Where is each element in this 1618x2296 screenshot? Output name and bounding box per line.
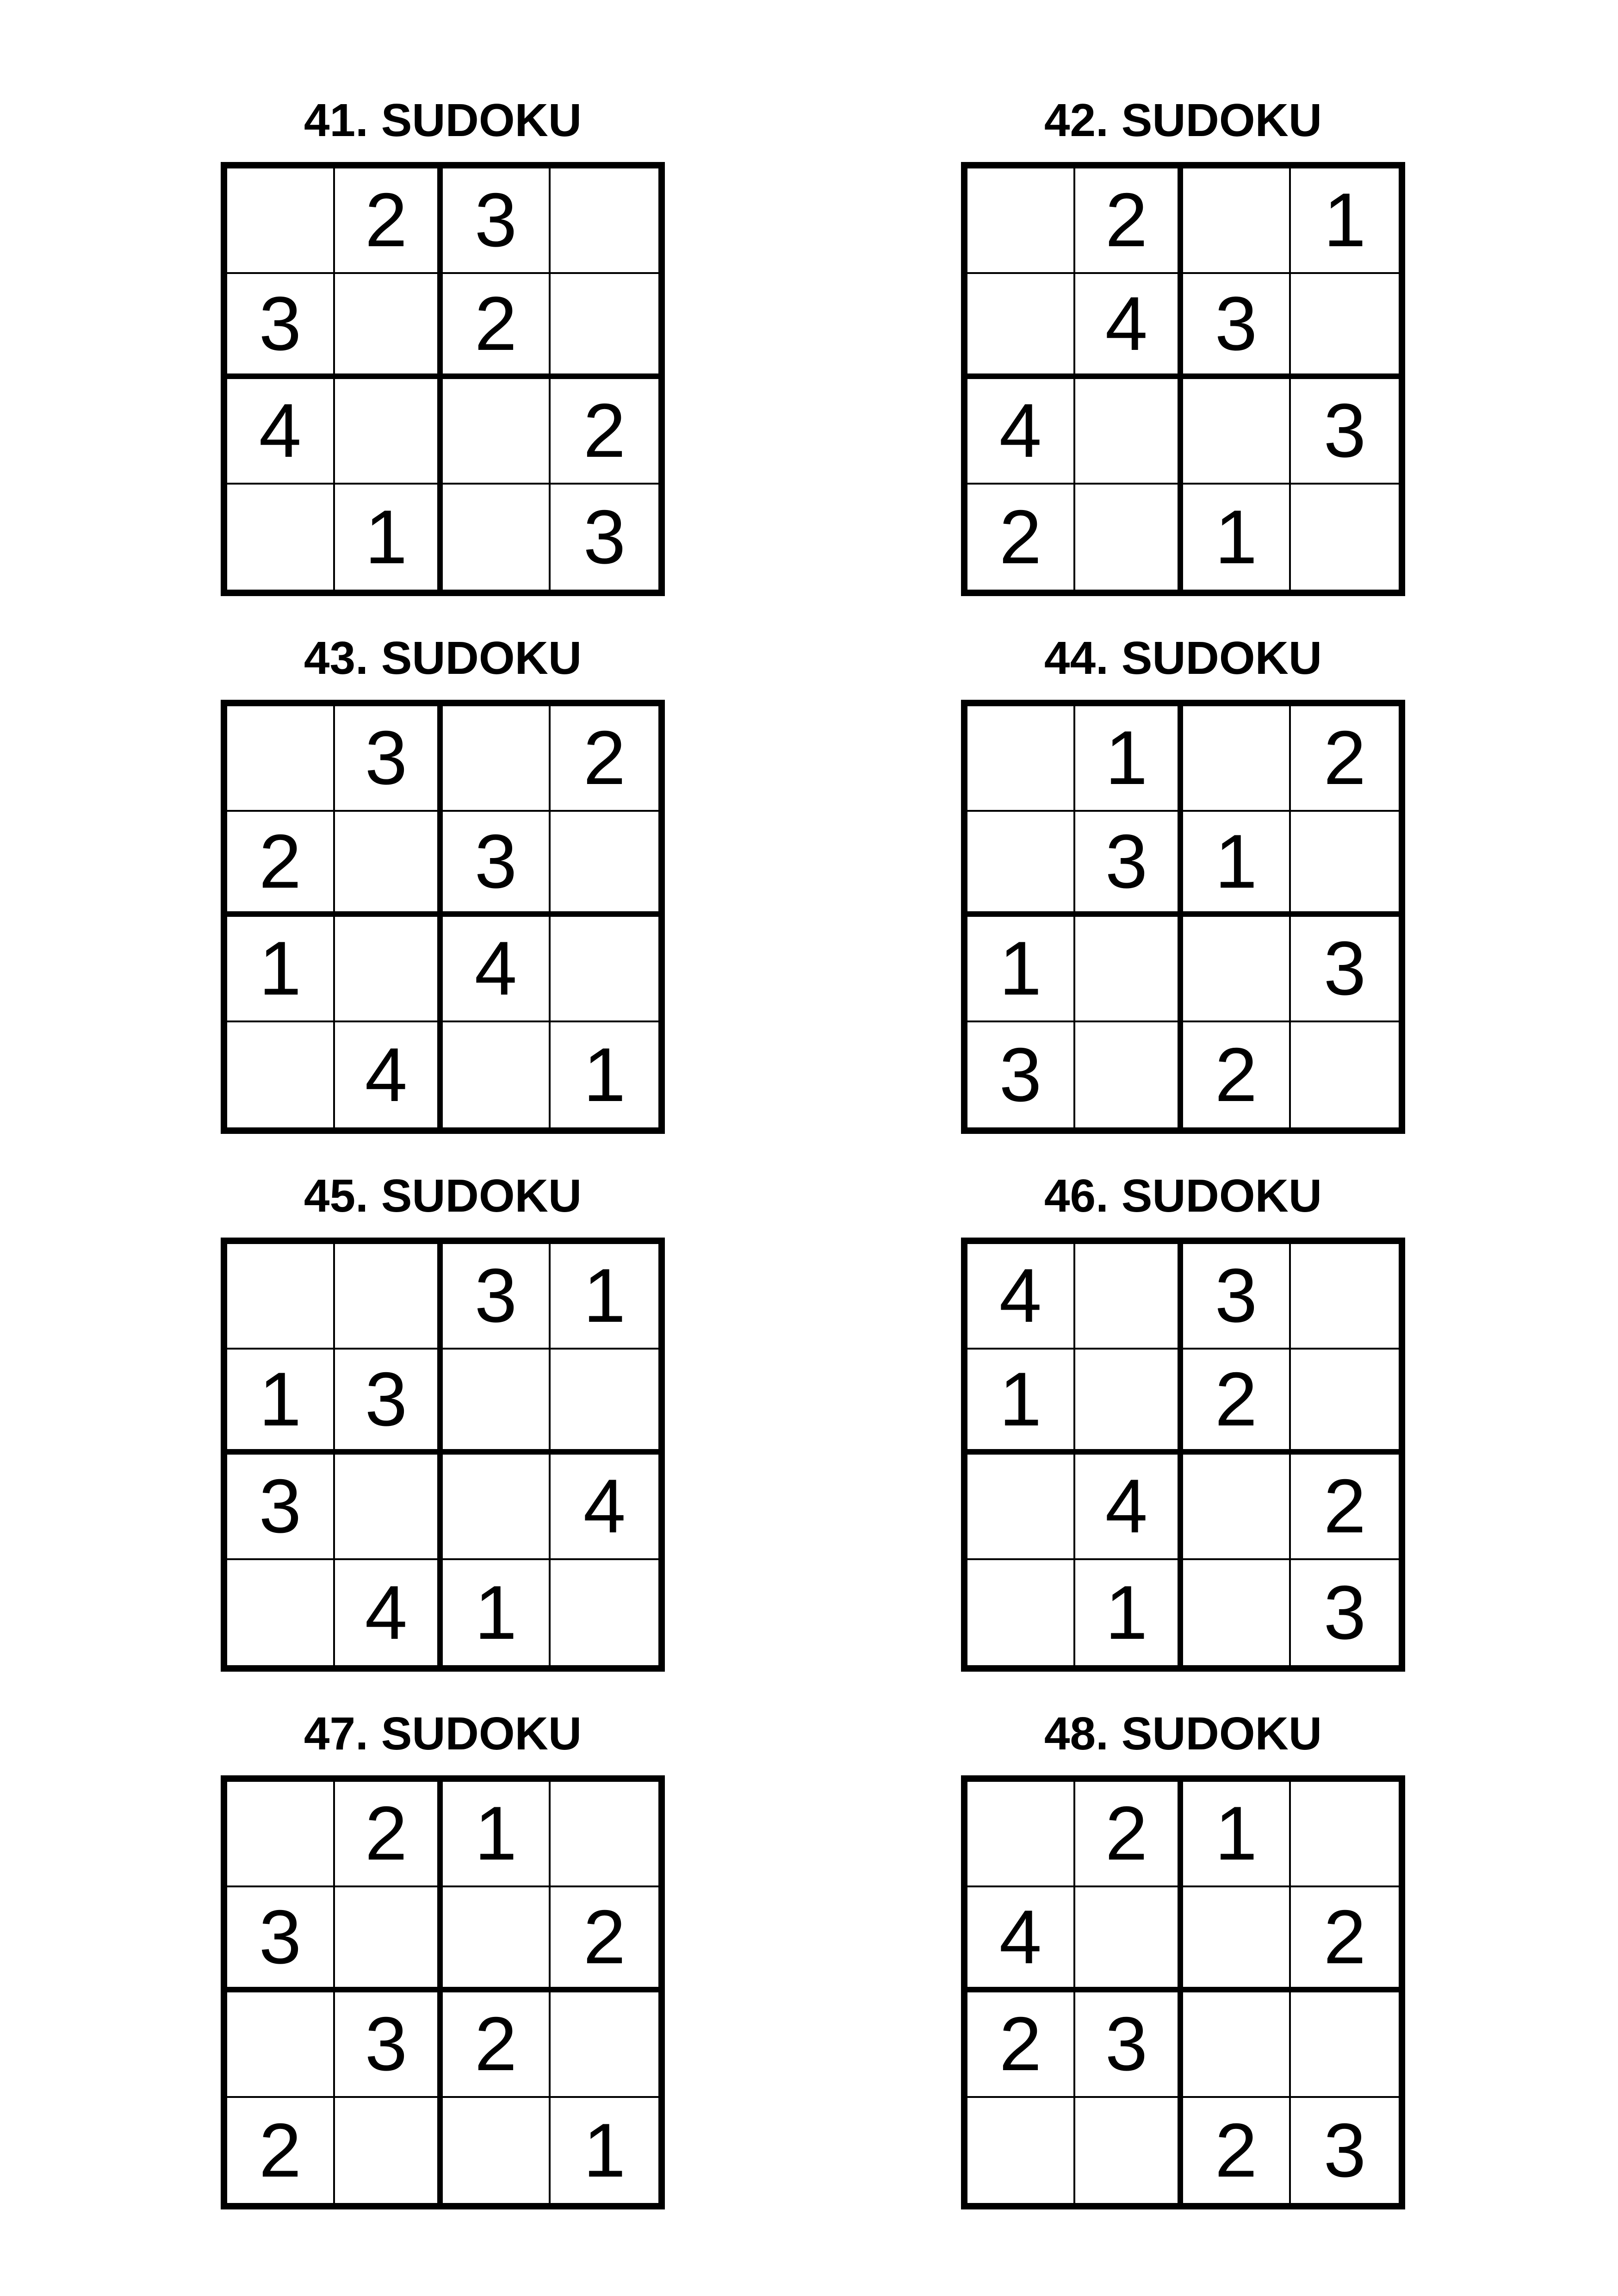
sudoku-cell: 2	[1183, 2098, 1291, 2203]
sudoku-cell: 2	[1075, 1782, 1183, 1887]
sudoku-grid	[221, 1238, 665, 1672]
sudoku-cell	[227, 485, 335, 590]
sudoku-cell	[227, 1022, 335, 1128]
sudoku-cell: 2	[335, 1782, 443, 1887]
sudoku-cell	[443, 2098, 551, 2203]
sudoku-cell	[335, 812, 443, 917]
sudoku-cell: 4	[335, 1022, 443, 1128]
sudoku-cell: 4	[551, 1455, 658, 1560]
sudoku-cell	[551, 274, 658, 380]
puzzle-title: 43. SUDOKU	[304, 632, 582, 684]
sudoku-cell: 3	[1291, 379, 1399, 485]
sudoku-cell: 4	[967, 1887, 1075, 1993]
sudoku-cell: 2	[967, 1992, 1075, 2098]
sudoku-cell	[551, 1992, 658, 2098]
sudoku-cell	[967, 168, 1075, 274]
sudoku-cell: 2	[443, 274, 551, 380]
sudoku-cell	[227, 1992, 335, 2098]
sudoku-cell	[1183, 706, 1291, 812]
sudoku-cell	[335, 1455, 443, 1560]
sudoku-cell	[1291, 1782, 1399, 1887]
sudoku-cell: 1	[967, 1350, 1075, 1455]
sudoku-cell: 2	[227, 812, 335, 917]
sudoku-cell: 4	[967, 379, 1075, 485]
sudoku-cell	[967, 812, 1075, 917]
sudoku-cell	[1291, 1244, 1399, 1350]
sudoku-cell: 3	[1291, 917, 1399, 1022]
sudoku-cell	[227, 168, 335, 274]
sudoku-cell: 4	[967, 1244, 1075, 1350]
sudoku-cell: 2	[1291, 706, 1399, 812]
sudoku-cell	[1075, 917, 1183, 1022]
sudoku-cell	[1291, 1350, 1399, 1455]
sudoku-cell	[967, 1560, 1075, 1666]
puzzle-title: 44. SUDOKU	[1044, 632, 1322, 684]
sudoku-cell	[967, 1455, 1075, 1560]
sudoku-cell	[551, 1782, 658, 1887]
sudoku-cell	[1183, 168, 1291, 274]
sudoku-cell: 1	[1183, 485, 1291, 590]
sudoku-cell	[967, 706, 1075, 812]
sudoku-cell: 1	[1075, 706, 1183, 812]
sudoku-cell	[335, 1244, 443, 1350]
sudoku-cell	[227, 706, 335, 812]
sudoku-cell: 2	[551, 706, 658, 812]
sudoku-cell: 1	[583, 1032, 626, 1117]
sudoku-cell	[1075, 1244, 1183, 1350]
sudoku-cell: 2	[1075, 168, 1183, 274]
sudoku-cell	[551, 1350, 658, 1455]
sudoku-grid	[221, 162, 665, 596]
sudoku-cell: 2	[967, 485, 1075, 590]
sudoku-cell: 3	[227, 1887, 335, 1993]
sudoku-cell: 2	[227, 2098, 335, 2203]
sudoku-grid	[961, 1775, 1405, 2209]
sudoku-cell: 1	[1183, 812, 1291, 917]
sudoku-cell	[443, 1022, 551, 1128]
sudoku-cell: 1	[551, 1244, 658, 1350]
sudoku-cell: 2	[335, 168, 443, 274]
sudoku-cell	[443, 379, 551, 485]
sudoku-cell	[551, 1560, 658, 1666]
sudoku-cell	[1075, 1887, 1183, 1993]
puzzle-title: 46. SUDOKU	[1044, 1170, 1322, 1222]
sudoku-cell	[1291, 485, 1399, 590]
sudoku-cell	[443, 485, 551, 590]
sudoku-cell: 1	[443, 1560, 551, 1666]
sudoku-cell: 2	[1183, 1022, 1291, 1128]
sudoku-cell: 3	[335, 1992, 443, 2098]
sudoku-cell: 1	[1183, 1782, 1291, 1887]
sudoku-cell: 4	[1075, 1455, 1183, 1560]
sudoku-cell: 2	[551, 379, 658, 485]
sudoku-cell: 3	[443, 168, 551, 274]
sudoku-cell: 1	[227, 1350, 335, 1455]
sudoku-cell	[1075, 1022, 1183, 1128]
sudoku-cell: 1	[1291, 168, 1399, 274]
sudoku-cell: 1	[335, 485, 443, 590]
sudoku-cell	[1291, 1992, 1399, 2098]
puzzle-title: 47. SUDOKU	[304, 1708, 582, 1760]
sudoku-cell	[227, 1782, 335, 1887]
sudoku-cell: 3	[443, 1244, 551, 1350]
sudoku-cell: 3	[583, 494, 626, 579]
sudoku-cell	[443, 1887, 551, 1993]
sudoku-cell	[443, 706, 551, 812]
sudoku-cell: 1	[227, 917, 335, 1022]
sudoku-cell: 3	[335, 706, 443, 812]
sudoku-cell	[551, 168, 658, 274]
sudoku-cell	[967, 2098, 1075, 2203]
sudoku-cell: 2	[551, 1887, 658, 1993]
sudoku-cell	[1075, 379, 1183, 485]
sudoku-cell	[1291, 1022, 1399, 1128]
sudoku-cell	[335, 1887, 443, 1993]
sudoku-cell	[1183, 917, 1291, 1022]
sudoku-cell: 4	[335, 1560, 443, 1666]
sudoku-cell	[335, 2098, 443, 2203]
sudoku-cell	[1183, 1992, 1291, 2098]
sudoku-cell: 4	[227, 379, 335, 485]
sudoku-cell: 3	[227, 274, 335, 380]
sudoku-cell	[227, 1244, 335, 1350]
sudoku-cell	[335, 379, 443, 485]
sudoku-cell: 1	[967, 917, 1075, 1022]
sudoku-cell	[1075, 1350, 1183, 1455]
sudoku-cell	[551, 917, 658, 1022]
sudoku-cell: 2	[1183, 1350, 1291, 1455]
sudoku-cell	[551, 812, 658, 917]
sudoku-cell: 3	[1075, 812, 1183, 917]
sudoku-cell: 3	[443, 812, 551, 917]
sudoku-cell	[967, 1782, 1075, 1887]
puzzle-title: 41. SUDOKU	[304, 94, 582, 146]
sudoku-cell: 1	[583, 2107, 626, 2193]
sudoku-cell	[1291, 812, 1399, 917]
sudoku-cell: 3	[1323, 2107, 1366, 2193]
sudoku-grid	[221, 1775, 665, 2209]
sudoku-cell	[1183, 1560, 1291, 1666]
sudoku-cell	[443, 1455, 551, 1560]
sudoku-cell	[335, 917, 443, 1022]
puzzle-title: 42. SUDOKU	[1044, 94, 1322, 146]
sudoku-cell	[1291, 274, 1399, 380]
sudoku-cell: 4	[443, 917, 551, 1022]
sudoku-cell	[1183, 1455, 1291, 1560]
sudoku-cell	[1183, 1887, 1291, 1993]
sudoku-cell: 3	[1323, 1569, 1366, 1655]
sudoku-cell: 1	[1075, 1560, 1183, 1666]
sudoku-cell	[227, 1560, 335, 1666]
sudoku-cell: 3	[1183, 274, 1291, 380]
puzzle-title: 45. SUDOKU	[304, 1170, 582, 1222]
sudoku-cell: 2	[1291, 1887, 1399, 1993]
sudoku-cell	[335, 274, 443, 380]
sudoku-grid	[221, 700, 665, 1134]
sudoku-cell: 1	[443, 1782, 551, 1887]
sudoku-cell: 3	[335, 1350, 443, 1455]
sudoku-cell: 3	[1075, 1992, 1183, 2098]
sudoku-cell: 3	[1183, 1244, 1291, 1350]
sudoku-cell: 3	[967, 1022, 1075, 1128]
sudoku-cell: 2	[443, 1992, 551, 2098]
sudoku-cell	[443, 1350, 551, 1455]
sudoku-grid	[961, 162, 1405, 596]
sudoku-cell	[1075, 485, 1183, 590]
sudoku-grid	[961, 1238, 1405, 1672]
sudoku-cell	[1183, 379, 1291, 485]
sudoku-grid	[961, 700, 1405, 1134]
puzzle-title: 48. SUDOKU	[1044, 1708, 1322, 1760]
sudoku-cell	[967, 274, 1075, 380]
sudoku-cell: 2	[1291, 1455, 1399, 1560]
sudoku-cell: 3	[227, 1455, 335, 1560]
sudoku-cell	[1075, 2098, 1183, 2203]
sudoku-cell: 4	[1075, 274, 1183, 380]
